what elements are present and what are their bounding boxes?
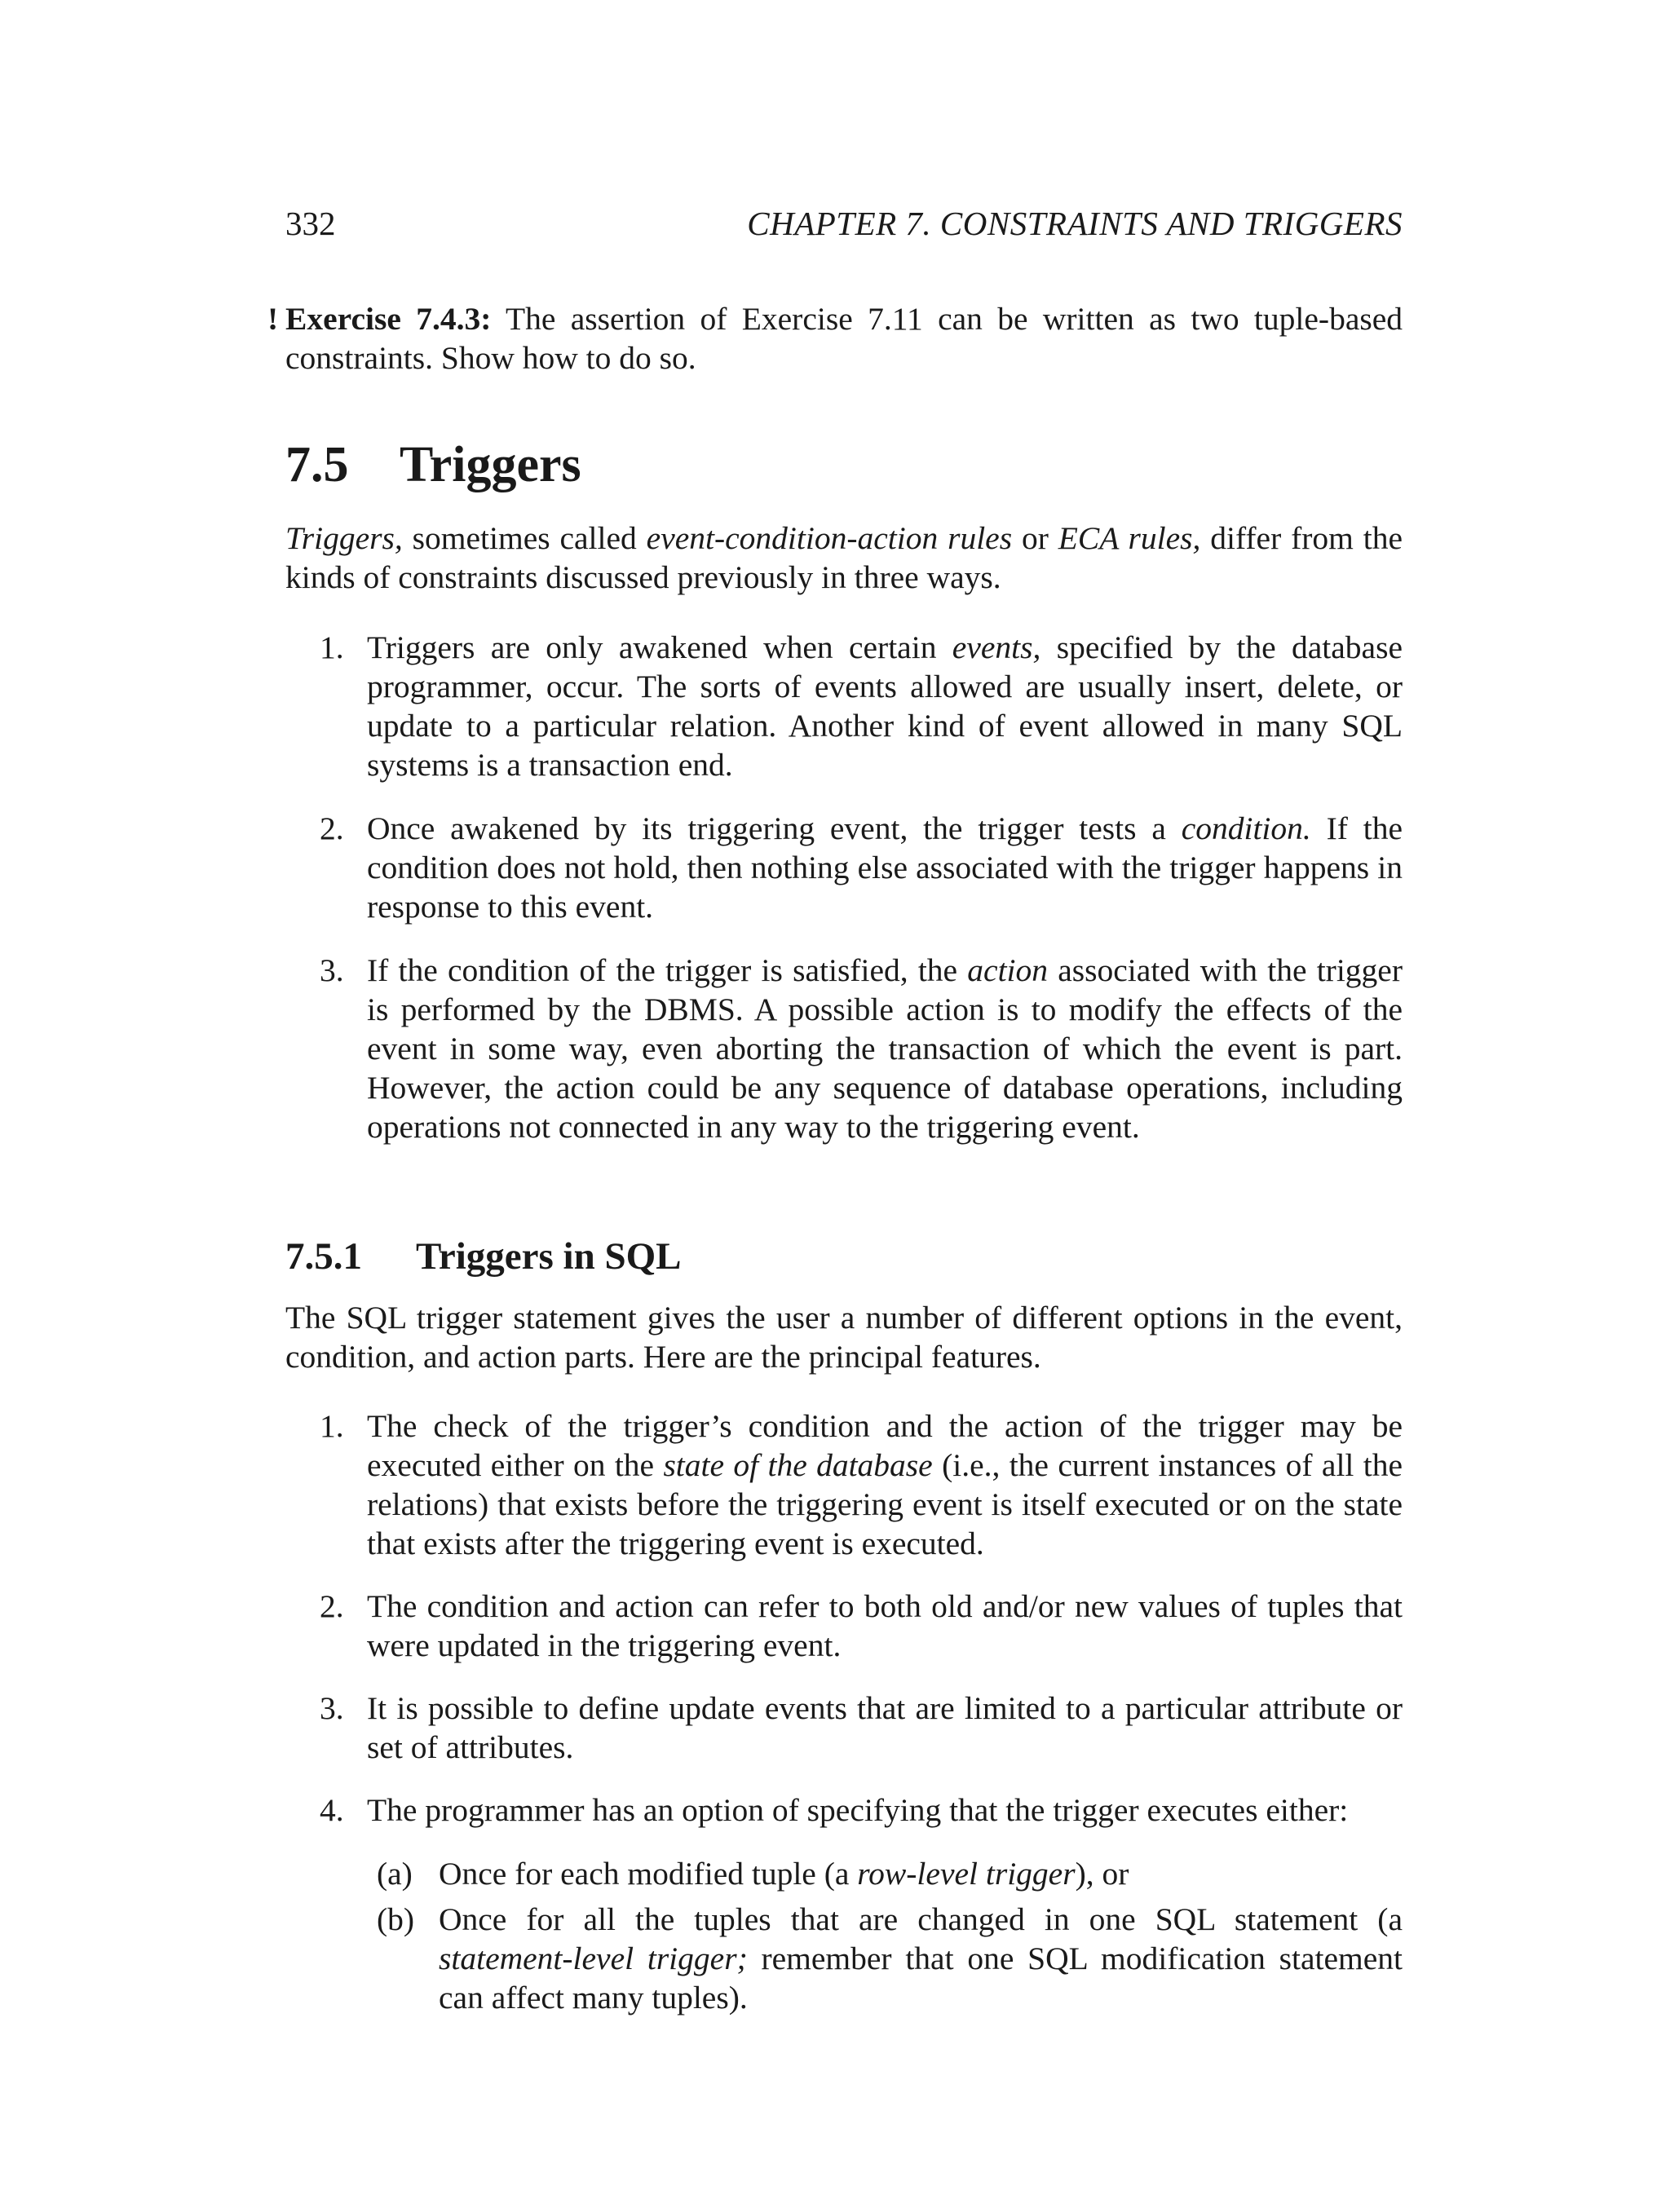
exercise-7-4-3 [267, 299, 1403, 377]
intro-text-3: differ from the kinds of constraints discussed previously in three ways. [285, 520, 1403, 595]
item-post: If the condition does not hold, then nothing else associated with the trigger happens in response to this event. [367, 810, 1403, 925]
term-eca: ECA rules, [1058, 520, 1201, 556]
item-text: It is possible to define update events that are limited to a particular attribute or set of attributes. [367, 1690, 1403, 1765]
sub-item [377, 1854, 1403, 1893]
term-eca-long: event-condition-action rules [646, 520, 1013, 556]
item-text [367, 951, 1403, 1146]
list-item [285, 628, 1403, 784]
section-number: 7.5 [285, 437, 349, 492]
item-pre: If the condition of the trigger is satisfied, the [367, 952, 968, 988]
item-number: 1. [320, 1408, 344, 1444]
list-item [285, 809, 1403, 926]
item-text: The programmer has an option of specifying that the trigger executes either: [367, 1792, 1349, 1828]
list-item [285, 1587, 1403, 1665]
page-number: 332 [285, 205, 336, 242]
list-item [285, 1689, 1403, 1767]
section-title: Triggers [400, 437, 581, 492]
item-number: 4. [320, 1792, 344, 1828]
item-pre: Triggers are only awakened when certain [367, 629, 952, 665]
book-page [267, 0, 1403, 2212]
sub-item-post: remember that one SQL modification statement can affect many tuples). [439, 1940, 1403, 2016]
exercise-label: Exercise 7.4.3: [285, 301, 492, 337]
item-pre: The check of the trigger’s condition and the action of the trigger may be executed either on the [367, 1408, 1403, 1483]
item-number: 1. [320, 629, 344, 665]
subsection-title: Triggers in SQL [416, 1235, 682, 1278]
intro-text-2: or [1012, 520, 1058, 556]
item-text: The condition and action can refer to both old and/or new values of tuples that were updated in the triggering event. [367, 1588, 1403, 1663]
running-head [285, 204, 1403, 253]
item-number: 3. [320, 1690, 344, 1726]
difficulty-mark: ! [267, 301, 279, 337]
sub-item-text [439, 1900, 1403, 2017]
section-heading [285, 436, 581, 493]
subsection-intro: The SQL trigger statement gives the user a number of different options in the event, condition, and action parts. Here are the principal features. [285, 1300, 1403, 1375]
chapter-title: CHAPTER 7. CONSTRAINTS AND TRIGGERS [747, 205, 1403, 242]
exercise-text [285, 299, 1403, 377]
subsection-number: 7.5.1 [285, 1235, 362, 1278]
item-number: 2. [320, 1588, 344, 1624]
trigger-differences-list [285, 628, 1403, 1146]
item-text [367, 628, 1403, 784]
trigger-granularity-sublist [367, 1854, 1403, 2017]
item-pre: Once awakened by its triggering event, the trigger tests a [367, 810, 1182, 846]
sub-item [377, 1900, 1403, 2017]
item-em: action [967, 952, 1049, 988]
sub-item-em: statement-level trigger; [439, 1940, 748, 1976]
item-number: 2. [320, 810, 344, 846]
sub-item-post: ), or [1075, 1856, 1129, 1892]
sub-item-pre: Once for each modified tuple (a [439, 1856, 858, 1892]
sub-item-label: (b) [377, 1901, 415, 1937]
item-em: events, [952, 629, 1041, 665]
list-item [285, 1790, 1403, 2017]
sub-item-pre: Once for all the tuples that are changed in one SQL statement (a [439, 1901, 1403, 1937]
exercise-body: The assertion of Exercise 7.11 can be written as two tuple-based constraints. Show how to do so. [285, 301, 1403, 376]
sub-item-em: row-level trigger [857, 1856, 1076, 1892]
item-number: 3. [320, 952, 344, 988]
sub-item-label: (a) [377, 1856, 413, 1892]
list-item [285, 1406, 1403, 1563]
section-intro [285, 519, 1403, 597]
intro-text-1: sometimes called [402, 520, 647, 556]
list-item [285, 951, 1403, 1146]
term-triggers: Triggers, [285, 520, 403, 556]
sub-item-text [439, 1854, 1403, 1893]
subsection-heading [285, 1234, 682, 1279]
item-post: associated with the trigger is performed by the DBMS. A possible action is to modify the effects of the event in some way, even aborting the transaction of which the event is part. However, the action could be any sequence of database operations, including operations not connected in any way to the triggering event. [367, 952, 1403, 1145]
sql-trigger-features-list [285, 1406, 1403, 2017]
item-post: specified by the database programmer, occur. The sorts of events allowed are usually insert, delete, or update to a particular relation. Another kind of event allowed in many SQL systems is a transaction end. [367, 629, 1403, 783]
item-em: condition. [1181, 810, 1311, 846]
item-em: state of the database [663, 1447, 933, 1483]
item-post: (i.e., the current instances of all the relations) that exists before the triggering event is itself executed or on the state that exists after the triggering event is executed. [367, 1447, 1403, 1561]
item-text [367, 809, 1403, 926]
item-text [367, 1406, 1403, 1563]
